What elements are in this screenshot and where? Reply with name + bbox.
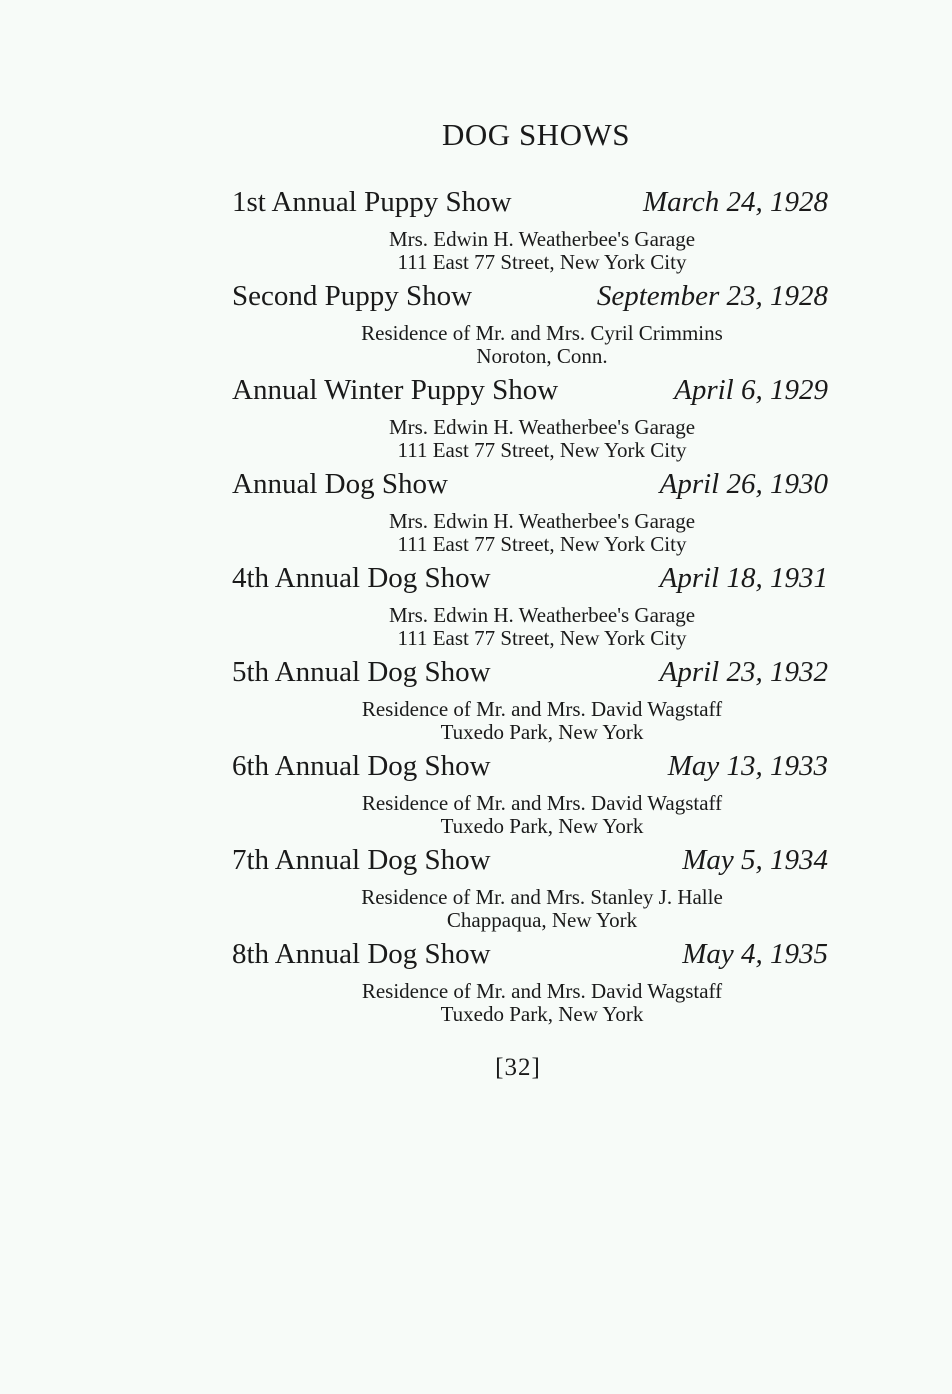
show-venue <box>232 980 832 1026</box>
show-date: September 23, 1928 <box>596 280 828 312</box>
show-venue <box>232 604 832 650</box>
show-entry <box>232 844 832 938</box>
venue-address: Noroton, Conn. <box>476 344 608 368</box>
show-name: 1st Annual Puppy Show <box>232 186 512 218</box>
show-date: March 24, 1928 <box>643 186 828 218</box>
show-entry <box>232 656 832 750</box>
show-entry <box>232 562 832 656</box>
show-venue <box>232 416 832 462</box>
show-venue <box>232 886 832 932</box>
venue-address: Tuxedo Park, New York <box>440 720 644 744</box>
venue-address: 111 East 77 Street, New York City <box>397 626 687 650</box>
venue-address: Tuxedo Park, New York <box>440 1002 644 1026</box>
show-name: 4th Annual Dog Show <box>232 562 491 594</box>
venue-line: Mrs. Edwin H. Weatherbee's Garage <box>388 603 696 627</box>
show-entry <box>232 938 832 1032</box>
show-date: May 4, 1935 <box>682 938 828 970</box>
show-date: April 6, 1929 <box>674 374 828 406</box>
show-date: May 13, 1933 <box>667 750 828 782</box>
show-venue <box>232 322 832 368</box>
venue-line: Residence of Mr. and Mrs. Stanley J. Halle <box>361 885 723 909</box>
show-name: 7th Annual Dog Show <box>232 844 491 876</box>
show-name: 6th Annual Dog Show <box>232 750 491 782</box>
show-entry <box>232 186 832 280</box>
show-name: 5th Annual Dog Show <box>232 656 491 688</box>
venue-address: Chappaqua, New York <box>446 908 638 932</box>
show-date: April 18, 1931 <box>659 562 828 594</box>
show-venue <box>232 792 832 838</box>
show-date: May 5, 1934 <box>682 844 828 876</box>
venue-line: Mrs. Edwin H. Weatherbee's Garage <box>388 415 696 439</box>
venue-line: Residence of Mr. and Mrs. David Wagstaff <box>361 697 723 721</box>
venue-line: Residence of Mr. and Mrs. David Wagstaff <box>361 979 723 1003</box>
show-name: Second Puppy Show <box>232 280 473 312</box>
show-venue <box>232 698 832 744</box>
show-date: April 26, 1930 <box>659 468 828 500</box>
venue-address: 111 East 77 Street, New York City <box>397 438 687 462</box>
show-entry <box>232 280 832 374</box>
venue-address: 111 East 77 Street, New York City <box>397 532 687 556</box>
show-venue <box>232 228 832 274</box>
show-entry <box>232 468 832 562</box>
page-title: DOG SHOWS <box>442 117 630 152</box>
dog-show-list <box>232 186 832 1032</box>
venue-address: Tuxedo Park, New York <box>440 814 644 838</box>
venue-line: Residence of Mr. and Mrs. Cyril Crimmins <box>361 321 723 345</box>
venue-line: Mrs. Edwin H. Weatherbee's Garage <box>388 227 696 251</box>
venue-address: 111 East 77 Street, New York City <box>397 250 687 274</box>
venue-line: Mrs. Edwin H. Weatherbee's Garage <box>388 509 696 533</box>
show-name: Annual Winter Puppy Show <box>232 374 559 406</box>
page-number: [32] <box>495 1054 541 1081</box>
show-name: 8th Annual Dog Show <box>232 938 491 970</box>
show-entry <box>232 750 832 844</box>
show-entry <box>232 374 832 468</box>
show-name: Annual Dog Show <box>232 468 448 500</box>
show-venue <box>232 510 832 556</box>
show-date: April 23, 1932 <box>659 656 828 688</box>
venue-line: Residence of Mr. and Mrs. David Wagstaff <box>361 791 723 815</box>
